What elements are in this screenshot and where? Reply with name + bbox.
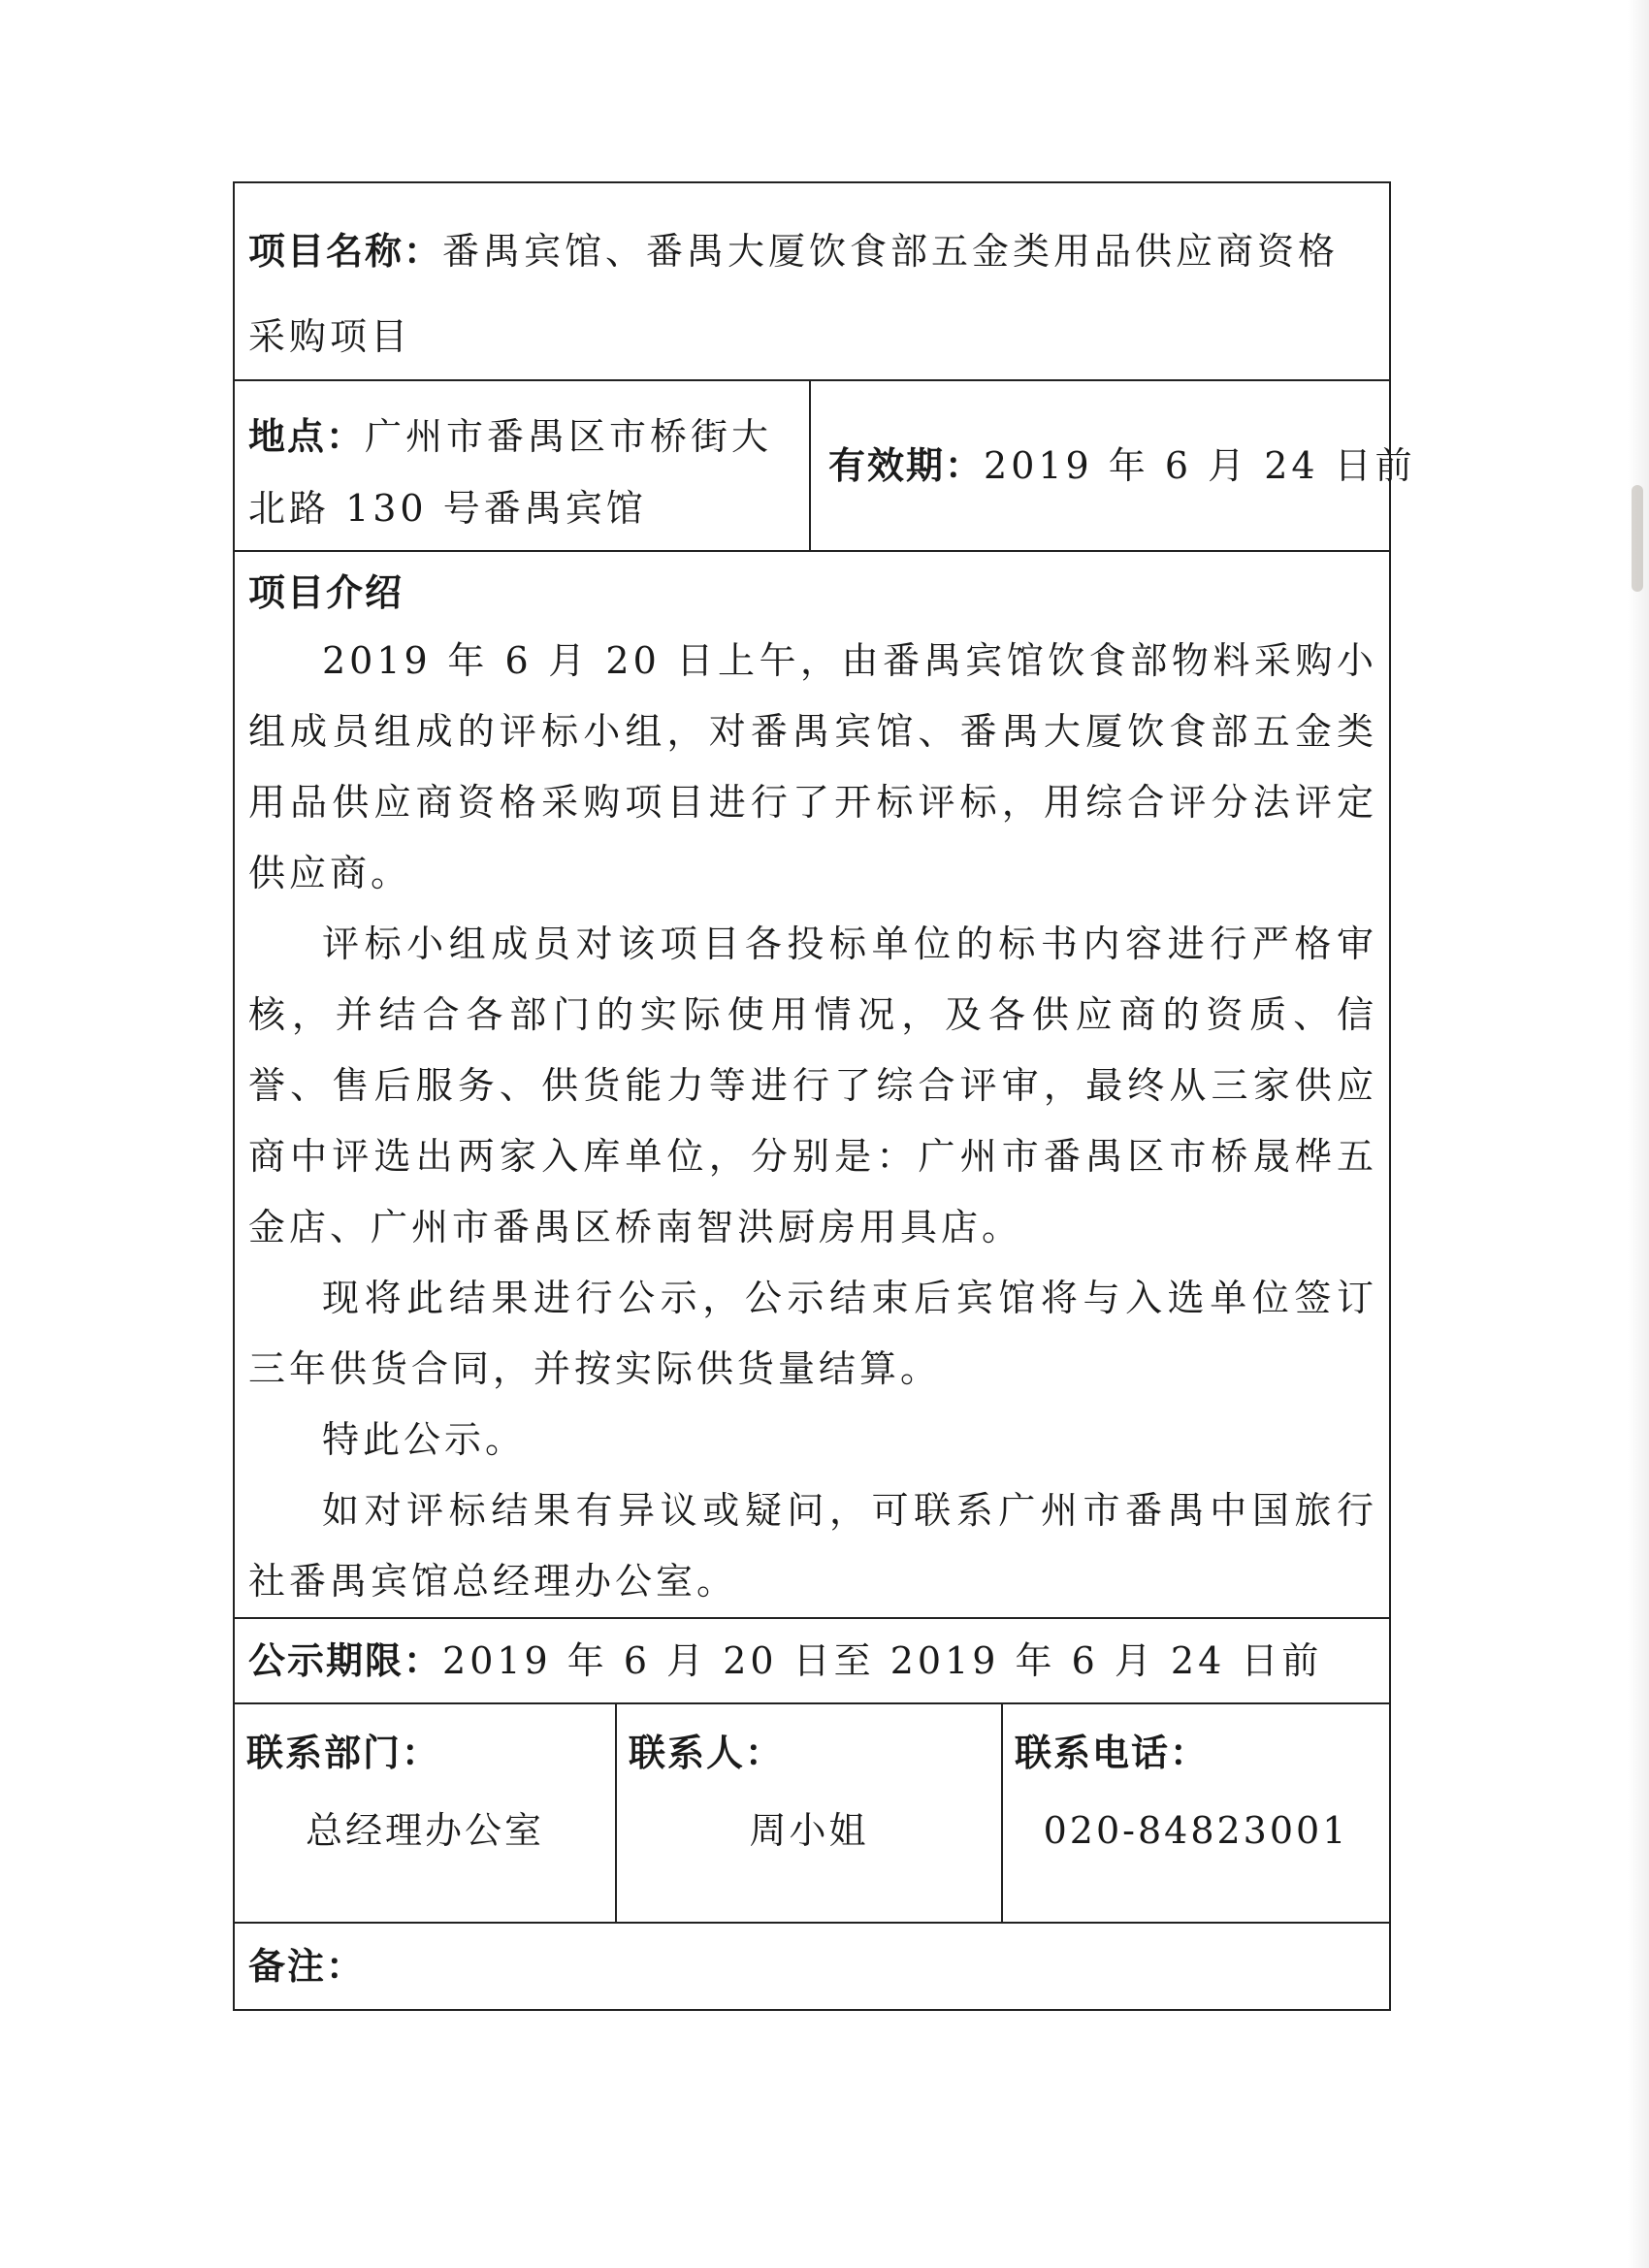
project-name-value: 番禺宾馆、番禺大厦饮食部五金类用品供应商资格采购项目 [248, 230, 1340, 358]
intro-paragraph-3: 现将此结果进行公示，公示结束后宾馆将与入选单位签订三年供货合同，并按实际供货量结算。 [248, 1277, 1378, 1390]
intro-cell [234, 551, 1390, 1618]
contact-department-value: 总经理办公室 [305, 1809, 544, 1852]
period-cell [234, 1618, 1390, 1703]
scan-edge-shadow [1628, 0, 1649, 2268]
intro-paragraph-4: 特此公示。 [322, 1418, 527, 1461]
intro-paragraph-5: 如对评标结果有异议或疑问，可联系广州市番禺中国旅行社番禺宾馆总经理办公室。 [248, 1489, 1378, 1603]
contact-person-cell [616, 1703, 1002, 1923]
period-value: 2019 年 6 月 20 日至 2019 年 6 月 24 日前 [442, 1639, 1323, 1682]
project-name-row [234, 182, 1390, 380]
project-name-label: 项目名称： [248, 230, 443, 273]
validity-value: 2019 年 6 月 24 日前 [984, 444, 1416, 487]
intro-title: 项目介绍 [248, 571, 404, 614]
remark-cell [234, 1923, 1390, 2010]
contact-phone-cell [1002, 1703, 1390, 1923]
period-label: 公示期限： [248, 1639, 443, 1682]
validity-label: 有效期： [828, 444, 985, 487]
intro-paragraph-1: 2019 年 6 月 20 日上午，由番禺宾馆饮食部物料采购小组成员组成的评标小组，对番禺宾馆、番禺大厦饮食部五金类用品供应商资格采购项目进行了开标评标，用综合评分法评定供应商。 [248, 639, 1378, 894]
contact-phone-label: 联系电话： [1015, 1732, 1210, 1774]
location-cell [234, 380, 810, 551]
contact-person-value: 周小姐 [749, 1809, 869, 1852]
contact-row [234, 1703, 1390, 1923]
remark-row [234, 1923, 1390, 2010]
project-name-cell [234, 182, 1390, 380]
scan-speck [1632, 485, 1643, 592]
location-label: 地点： [248, 415, 366, 458]
contact-person-label: 联系人： [629, 1732, 785, 1774]
contact-department-cell [234, 1703, 616, 1923]
intro-row [234, 551, 1390, 1618]
location-validity-row [234, 380, 1390, 551]
contact-department-label: 联系部门： [246, 1732, 441, 1774]
location-value: 广州市番禺区市桥街大北路 130 号番禺宾馆 [248, 415, 773, 530]
contact-phone-value: 020-84823001 [1043, 1809, 1349, 1852]
validity-cell [810, 380, 1416, 551]
period-row [234, 1618, 1390, 1703]
remark-label: 备注： [248, 1945, 366, 1988]
announcement-form-table [233, 181, 1416, 2011]
intro-paragraph-2: 评标小组成员对该项目各投标单位的标书内容进行严格审核，并结合各部门的实际使用情况，及各供应商的资质、信誉、售后服务、供货能力等进行了综合评审，最终从三家供应商中评选出两家入库单位，分别是：广州市番禺区市桥晟桦五金店、广州市番禺区桥南智洪厨房用具店。 [248, 923, 1378, 1248]
